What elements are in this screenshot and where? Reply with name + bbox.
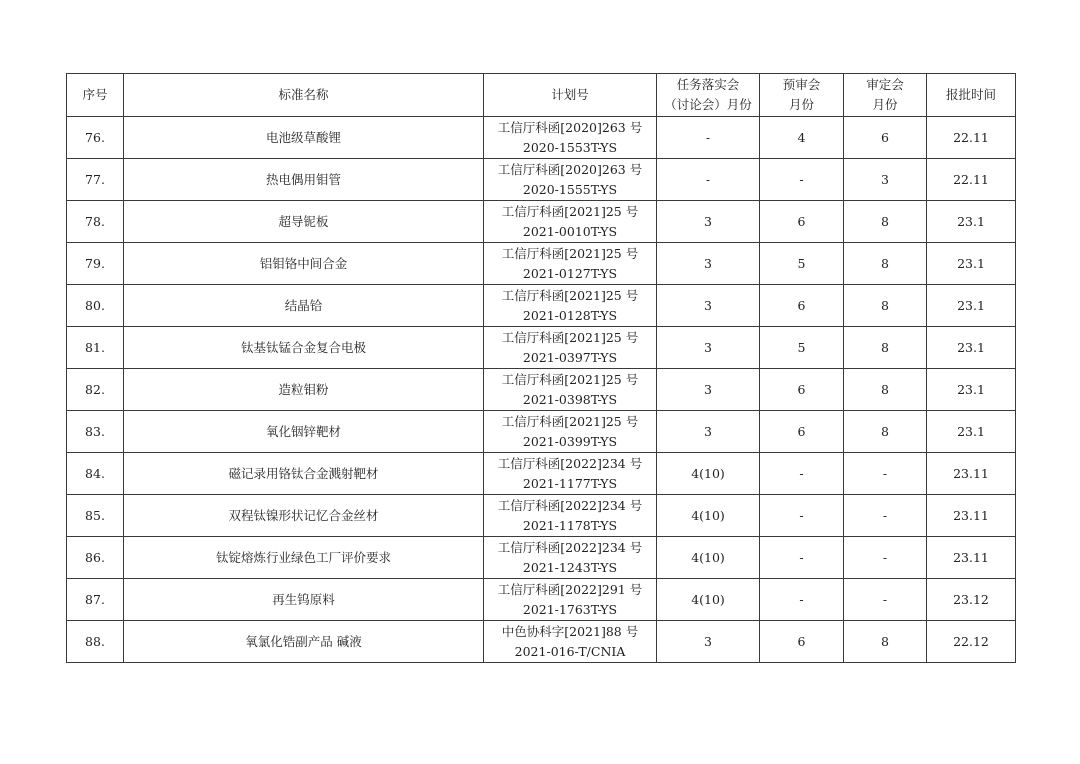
plan-number-line: 2021-1177T-YS — [522, 475, 618, 491]
pre-review-month: 6 — [760, 285, 844, 327]
header-approval-time — [927, 74, 1016, 117]
plan-number-line: 工信厅科函[2020]263 号 — [497, 119, 643, 135]
pre-review-month: - — [760, 159, 844, 201]
plan-number — [484, 201, 657, 243]
standard-name: 钛锭熔炼行业绿色工厂评价要求 — [124, 537, 484, 579]
plan-number-line: 2020-1555T-YS — [522, 181, 618, 197]
pre-review-month: 4 — [760, 117, 844, 159]
pre-review-month: - — [760, 495, 844, 537]
header-standard-name — [124, 74, 484, 117]
header-final-review-month — [844, 74, 927, 117]
table-row — [67, 369, 1016, 411]
task-meeting-month: 4(10) — [657, 579, 760, 621]
header-line: 计划号 — [551, 87, 589, 102]
row-number: 77. — [67, 159, 124, 201]
plan-number-line: 工信厅科函[2021]25 号 — [501, 413, 639, 429]
row-number: 81. — [67, 327, 124, 369]
approval-time: 23.1 — [927, 369, 1016, 411]
pre-review-month: 6 — [760, 369, 844, 411]
approval-time: 23.11 — [927, 495, 1016, 537]
approval-time: 22.11 — [927, 159, 1016, 201]
pre-review-month: 6 — [760, 411, 844, 453]
plan-number — [484, 285, 657, 327]
header-line: 月份 — [872, 97, 898, 112]
row-number: 86. — [67, 537, 124, 579]
final-review-month: 8 — [844, 411, 927, 453]
standard-name: 钛基钛锰合金复合电极 — [124, 327, 484, 369]
final-review-month: 8 — [844, 621, 927, 663]
plan-number-line: 2021-1243T-YS — [522, 559, 618, 575]
table-row — [67, 327, 1016, 369]
plan-number-line: 工信厅科函[2020]263 号 — [497, 161, 643, 177]
row-number: 84. — [67, 453, 124, 495]
standard-name: 氧氯化锆副产品 碱液 — [124, 621, 484, 663]
plan-number — [484, 621, 657, 663]
table-row — [67, 453, 1016, 495]
task-meeting-month: 4(10) — [657, 453, 760, 495]
plan-number — [484, 411, 657, 453]
approval-time: 23.12 — [927, 579, 1016, 621]
standard-name: 双程钛镍形状记忆合金丝材 — [124, 495, 484, 537]
row-number: 88. — [67, 621, 124, 663]
row-number: 80. — [67, 285, 124, 327]
standard-name: 超导铌板 — [124, 201, 484, 243]
plan-number-line: 工信厅科函[2021]25 号 — [501, 245, 639, 261]
plan-number-line: 工信厅科函[2022]234 号 — [497, 455, 643, 471]
plan-number-line: 2021-0398T-YS — [522, 391, 618, 407]
final-review-month: - — [844, 495, 927, 537]
header-line: 序号 — [82, 87, 108, 102]
approval-time: 23.1 — [927, 201, 1016, 243]
standard-name: 热电偶用钼管 — [124, 159, 484, 201]
final-review-month: - — [844, 537, 927, 579]
row-number: 83. — [67, 411, 124, 453]
table-row — [67, 411, 1016, 453]
plan-number-line: 2021-0010T-YS — [522, 223, 618, 239]
plan-number — [484, 453, 657, 495]
table-body — [67, 117, 1016, 663]
pre-review-month: 6 — [760, 201, 844, 243]
header-line: 任务落实会 — [676, 77, 740, 92]
task-meeting-month: 3 — [657, 327, 760, 369]
pre-review-month: 6 — [760, 621, 844, 663]
plan-number — [484, 579, 657, 621]
task-meeting-month: - — [657, 159, 760, 201]
approval-time: 22.12 — [927, 621, 1016, 663]
standard-name: 电池级草酸锂 — [124, 117, 484, 159]
plan-number-line: 2021-1763T-YS — [522, 601, 618, 617]
plan-number — [484, 495, 657, 537]
table-row — [67, 621, 1016, 663]
approval-time: 23.1 — [927, 411, 1016, 453]
standard-name: 氧化铟锌靶材 — [124, 411, 484, 453]
header-line: 报批时间 — [945, 87, 996, 102]
final-review-month: - — [844, 579, 927, 621]
plan-number — [484, 243, 657, 285]
header-pre-review-month — [760, 74, 844, 117]
plan-number-line: 2021-1178T-YS — [522, 517, 618, 533]
approval-time: 23.11 — [927, 537, 1016, 579]
approval-time: 23.1 — [927, 243, 1016, 285]
table-row — [67, 579, 1016, 621]
plan-number-line: 2021-0397T-YS — [522, 349, 618, 365]
table-row — [67, 243, 1016, 285]
final-review-month: 8 — [844, 327, 927, 369]
plan-number-line: 工信厅科函[2022]234 号 — [497, 497, 643, 513]
header-plan-number — [484, 74, 657, 117]
table-row — [67, 159, 1016, 201]
plan-number-line: 2020-1553T-YS — [522, 139, 618, 155]
standard-name: 造粒钼粉 — [124, 369, 484, 411]
pre-review-month: 5 — [760, 327, 844, 369]
plan-number-line: 2021-0128T-YS — [522, 307, 618, 323]
row-number: 82. — [67, 369, 124, 411]
header-line: 预审会 — [782, 77, 821, 92]
standard-name: 再生钨原料 — [124, 579, 484, 621]
final-review-month: 8 — [844, 285, 927, 327]
header-line: 标准名称 — [278, 87, 329, 102]
row-number: 78. — [67, 201, 124, 243]
plan-number-line: 2021-016-T/CNIA — [514, 643, 626, 659]
plan-number-line: 工信厅科函[2021]25 号 — [501, 287, 639, 303]
task-meeting-month: 3 — [657, 411, 760, 453]
plan-number — [484, 327, 657, 369]
plan-number-line: 工信厅科函[2021]25 号 — [501, 203, 639, 219]
approval-time: 23.11 — [927, 453, 1016, 495]
plan-number-line: 工信厅科函[2022]234 号 — [497, 539, 643, 555]
task-meeting-month: 3 — [657, 285, 760, 327]
table-header-row — [67, 74, 1016, 117]
plan-number-line: 工信厅科函[2021]25 号 — [501, 329, 639, 345]
approval-time: 22.11 — [927, 117, 1016, 159]
final-review-month: 8 — [844, 369, 927, 411]
plan-number — [484, 117, 657, 159]
plan-number — [484, 369, 657, 411]
approval-time: 23.1 — [927, 285, 1016, 327]
task-meeting-month: 3 — [657, 201, 760, 243]
row-number: 76. — [67, 117, 124, 159]
plan-number — [484, 159, 657, 201]
final-review-month: 6 — [844, 117, 927, 159]
final-review-month: 3 — [844, 159, 927, 201]
pre-review-month: 5 — [760, 243, 844, 285]
table-row — [67, 495, 1016, 537]
table-row — [67, 201, 1016, 243]
approval-time: 23.1 — [927, 327, 1016, 369]
table-row — [67, 537, 1016, 579]
row-number: 85. — [67, 495, 124, 537]
task-meeting-month: 3 — [657, 243, 760, 285]
header-line: 审定会 — [866, 77, 904, 92]
standards-table — [66, 73, 1016, 663]
header-number — [67, 74, 124, 117]
standard-name: 磁记录用铬钛合金溅射靶材 — [124, 453, 484, 495]
task-meeting-month: - — [657, 117, 760, 159]
plan-number — [484, 537, 657, 579]
final-review-month: - — [844, 453, 927, 495]
plan-number-line: 工信厅科函[2022]291 号 — [497, 581, 643, 597]
plan-number-line: 2021-0399T-YS — [522, 433, 618, 449]
task-meeting-month: 4(10) — [657, 495, 760, 537]
pre-review-month: - — [760, 453, 844, 495]
standard-name: 铝钼铬中间合金 — [124, 243, 484, 285]
table-row — [67, 117, 1016, 159]
header-line: 月份 — [788, 97, 814, 112]
header-line: （讨论会）月份 — [664, 97, 752, 112]
plan-number-line: 2021-0127T-YS — [522, 265, 618, 281]
row-number: 87. — [67, 579, 124, 621]
pre-review-month: - — [760, 579, 844, 621]
pre-review-month: - — [760, 537, 844, 579]
header-task-meeting-month — [657, 74, 760, 117]
plan-number-line: 中色协科字[2021]88 号 — [501, 623, 639, 639]
task-meeting-month: 3 — [657, 369, 760, 411]
row-number: 79. — [67, 243, 124, 285]
final-review-month: 8 — [844, 201, 927, 243]
task-meeting-month: 3 — [657, 621, 760, 663]
task-meeting-month: 4(10) — [657, 537, 760, 579]
table-row — [67, 285, 1016, 327]
final-review-month: 8 — [844, 243, 927, 285]
plan-number-line: 工信厅科函[2021]25 号 — [501, 371, 639, 387]
standard-name: 结晶铪 — [124, 285, 484, 327]
